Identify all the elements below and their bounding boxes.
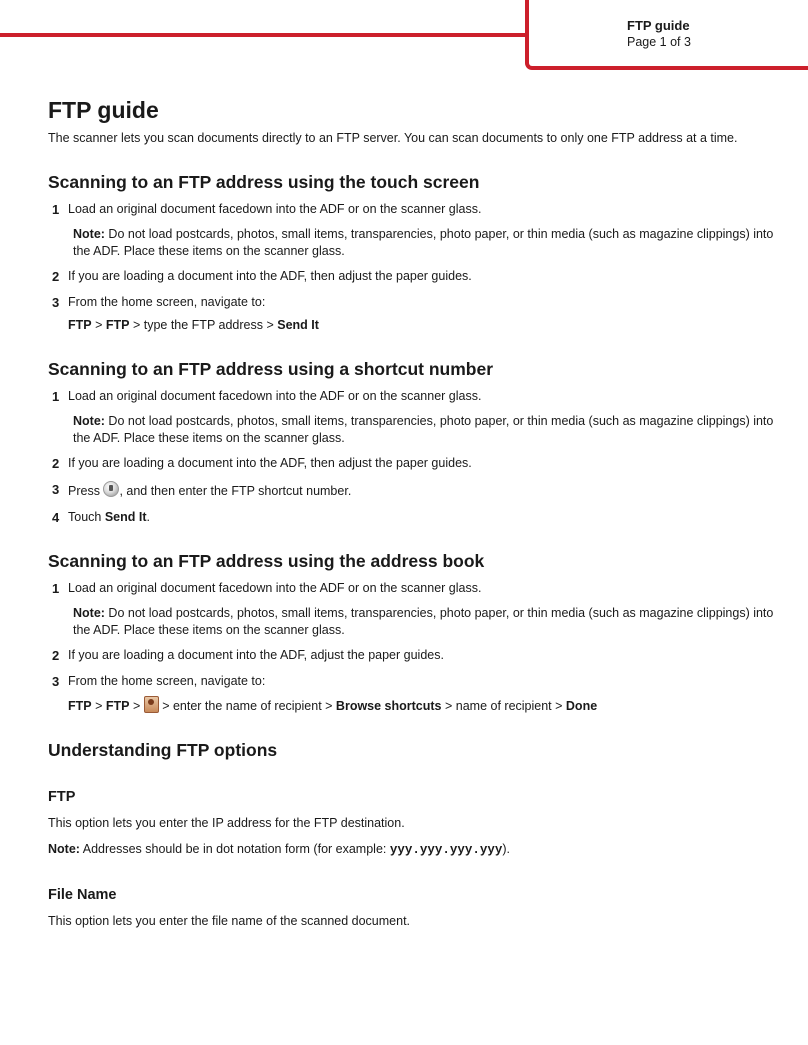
touch-note	[48, 226, 778, 260]
ftp-description: This option lets you enter the IP address for the FTP destination.	[48, 816, 405, 830]
note-text-end: ).	[502, 842, 511, 856]
page-title: FTP guide	[48, 97, 159, 123]
send-it-label: Send It	[104, 510, 147, 524]
note-text: Do not load postcards, photos, small items, transparencies, photo paper, or thin media (such as magazine clippings) into the ADF. Place these items on the scanner glass.	[73, 227, 774, 258]
note-text: Addresses should be in dot notation form (for example:	[79, 842, 390, 856]
step-text: Load an original document facedown into the ADF or on the scanner glass.	[68, 389, 482, 403]
addressbook-nav-path	[48, 696, 778, 715]
header-title: FTP guide	[627, 18, 690, 33]
step-number: 3	[52, 674, 60, 689]
path-done: Done	[565, 699, 598, 713]
path-ftp: FTP	[68, 699, 92, 713]
addressbook-step-1	[48, 580, 778, 597]
step-text-post: , and then enter the FTP shortcut number.	[119, 484, 352, 498]
touch-nav-path	[48, 317, 778, 334]
path-enter-name: > enter the name of recipient >	[158, 699, 336, 713]
step-number: 3	[52, 295, 60, 310]
step-number: 1	[52, 202, 60, 217]
note-text: Do not load postcards, photos, small items, transparencies, photo paper, or thin media (such as magazine clippings) into the ADF. Place these items on the scanner glass.	[73, 606, 774, 637]
path-send-it: Send It	[277, 318, 319, 332]
path-browse-shortcuts: Browse shortcuts	[335, 699, 442, 713]
step-text: If you are loading a document into the ADF, then adjust the paper guides.	[68, 456, 472, 470]
step-number: 1	[52, 581, 60, 596]
step-text-pre: Press	[68, 484, 104, 498]
note-label: Note:	[73, 414, 105, 428]
shortcut-step-1	[48, 388, 778, 405]
path-separator: >	[91, 699, 106, 713]
path-separator: >	[129, 699, 144, 713]
heading-address-book: Scanning to an FTP address using the address book	[48, 551, 485, 571]
dot-notation-example: yyy.yyy.yyy.yyy	[389, 843, 503, 857]
step-text-post: .	[146, 510, 150, 524]
step-number: 2	[52, 648, 60, 663]
document-body	[48, 96, 778, 939]
addressbook-step-3	[48, 673, 778, 690]
file-name-description: This option lets you enter the file name of the scanned document.	[48, 914, 411, 928]
heading-touch-screen: Scanning to an FTP address using the touch screen	[48, 172, 480, 192]
shortcut-step-2	[48, 455, 778, 472]
note-text: Do not load postcards, photos, small items, transparencies, photo paper, or thin media (such as magazine clippings) into the ADF. Place these items on the scanner glass.	[73, 414, 774, 445]
path-name-recipient: > name of recipient >	[441, 699, 566, 713]
step-number: 3	[52, 482, 60, 497]
home-button-icon	[103, 481, 119, 497]
heading-shortcut-number: Scanning to an FTP address using a shortcut number	[48, 359, 494, 379]
heading-ftp-options: Understanding FTP options	[48, 740, 278, 760]
header-rule	[0, 33, 528, 37]
shortcut-note	[48, 413, 778, 447]
note-label: Note:	[73, 227, 105, 241]
step-text: From the home screen, navigate to:	[68, 674, 266, 688]
path-ftp: FTP	[68, 318, 92, 332]
step-text: If you are loading a document into the ADF, then adjust the paper guides.	[68, 269, 472, 283]
touch-step-1	[48, 201, 778, 218]
shortcut-step-4	[48, 509, 778, 526]
path-separator: >	[129, 318, 144, 332]
addressbook-step-2	[48, 647, 778, 664]
step-number: 2	[52, 456, 60, 471]
touch-step-2	[48, 268, 778, 285]
step-text-pre: Touch	[68, 510, 105, 524]
path-type-address: type the FTP address	[143, 318, 263, 332]
note-label: Note:	[73, 606, 105, 620]
step-number: 4	[52, 510, 60, 525]
running-header	[627, 17, 691, 51]
step-text: Load an original document facedown into the ADF or on the scanner glass.	[68, 202, 482, 216]
intro-text: The scanner lets you scan documents directly to an FTP server. You can scan documents to only one FTP address at a time.	[48, 131, 738, 145]
path-separator: >	[91, 318, 106, 332]
heading-ftp: FTP	[48, 789, 76, 805]
address-book-icon	[144, 696, 159, 713]
shortcut-step-3	[48, 481, 778, 500]
heading-file-name: File Name	[48, 887, 117, 903]
path-ftp-2: FTP	[105, 318, 130, 332]
path-separator: >	[263, 318, 278, 332]
step-number: 2	[52, 269, 60, 284]
step-text: From the home screen, navigate to:	[68, 295, 266, 309]
step-text: Load an original document facedown into the ADF or on the scanner glass.	[68, 581, 482, 595]
step-text: If you are loading a document into the ADF, adjust the paper guides.	[68, 648, 444, 662]
ftp-note	[48, 841, 778, 859]
step-number: 1	[52, 389, 60, 404]
path-ftp-2: FTP	[105, 699, 130, 713]
addressbook-note	[48, 605, 778, 639]
touch-step-3	[48, 294, 778, 311]
note-label: Note:	[48, 842, 80, 856]
page-number: Page 1 of 3	[627, 35, 691, 49]
